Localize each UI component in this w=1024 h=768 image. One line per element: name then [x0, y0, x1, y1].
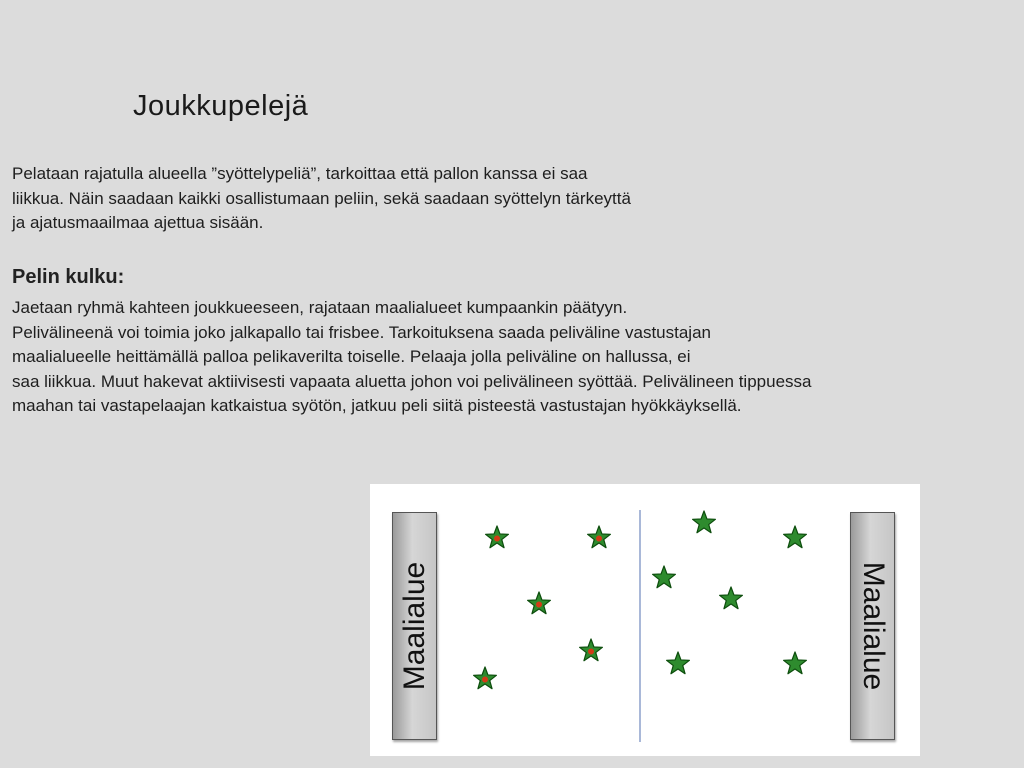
player-team-a — [580, 639, 603, 661]
player-team-a-marker — [588, 649, 594, 655]
player-team-b — [720, 587, 743, 609]
player-team-a — [486, 526, 509, 548]
intro-line: liikkua. Näin saadaan kaikki osallistumaan peliin, sekä saadaan syöttelyn tärkeyttä — [12, 188, 631, 208]
left-goal-zone-label: Maalialue — [397, 561, 431, 691]
player-team-a — [588, 526, 611, 548]
player-team-b — [667, 652, 690, 674]
player-team-a-marker — [596, 536, 602, 542]
section-line: Pelivälineenä voi toimia joko jalkapallo tai frisbee. Tarkoituksena saada peliväline vastustajan — [12, 322, 711, 342]
section-line: maahan tai vastapelaajan katkaistua syötön, jatkuu peli siitä pisteestä vastustajan hyökkäyksellä. — [12, 396, 742, 415]
field-diagram — [370, 484, 920, 756]
intro-paragraph — [12, 162, 812, 236]
section-line: Jaetaan ryhmä kahteen joukkueeseen, rajataan maalialueet kumpaankin päätyyn. — [12, 298, 628, 317]
player-team-b-star — [693, 511, 716, 533]
player-team-a-marker — [482, 677, 488, 683]
intro-line: Pelataan rajatulla alueella ”syöttelypeliä”, tarkoittaa että pallon kanssa ei saa — [12, 164, 588, 183]
player-team-a-marker — [494, 536, 500, 542]
section-line: maalialueelle heittämällä palloa pelikaverilta toiselle. Pelaaja jolla peliväline on hallussa, ei — [12, 347, 691, 366]
player-team-b-star — [784, 526, 807, 548]
player-team-b-star — [784, 652, 807, 674]
section-heading: Pelin kulku: — [12, 266, 125, 288]
right-goal-zone-label: Maalialue — [856, 561, 890, 691]
player-team-a — [474, 667, 497, 689]
player-team-b-star — [653, 566, 676, 588]
player-team-b — [693, 511, 716, 533]
player-team-b — [653, 566, 676, 588]
players-layer — [370, 484, 920, 756]
player-team-b-star — [720, 587, 743, 609]
player-team-a-marker — [536, 602, 542, 608]
section-paragraph — [12, 296, 1022, 419]
player-team-b — [784, 526, 807, 548]
page-title: Joukkupelejä — [133, 90, 309, 122]
intro-line: ja ajatusmaailmaa ajettua sisään. — [12, 213, 264, 232]
section-line: saa liikkua. Muut hakevat aktiivisesti vapaata aluetta johon voi pelivälineen syöttää. Pelivälineen tippuessa — [12, 371, 812, 391]
player-team-b-star — [667, 652, 690, 674]
player-team-b — [784, 652, 807, 674]
player-team-a — [528, 592, 551, 614]
